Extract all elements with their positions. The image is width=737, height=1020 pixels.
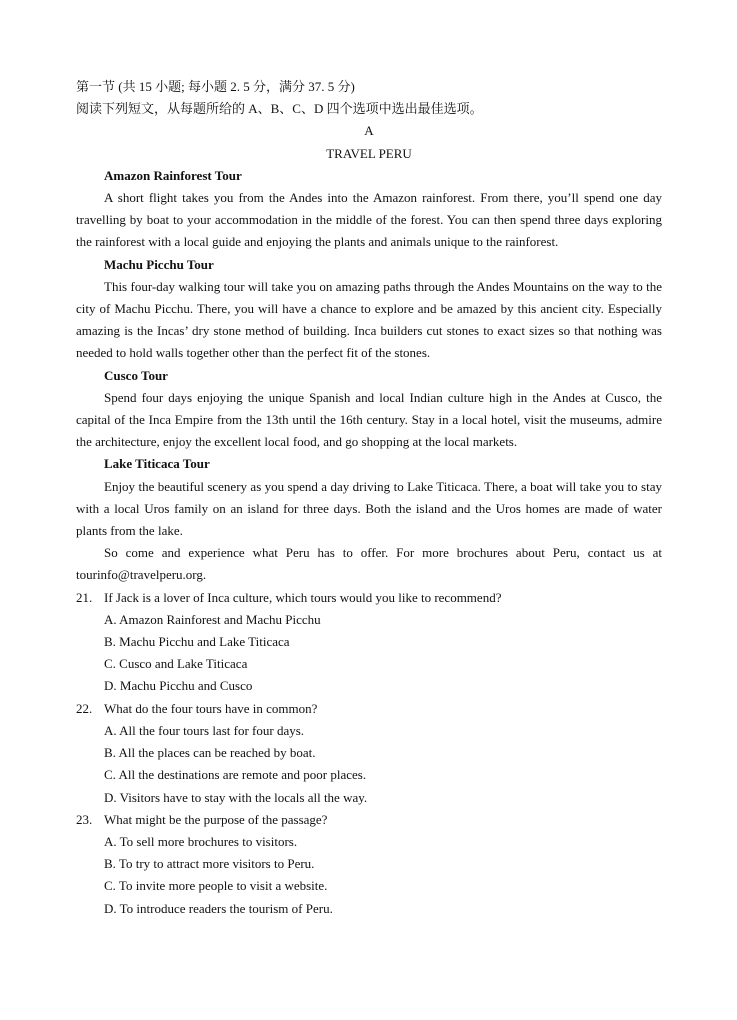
section-heading-machu-picchu: Machu Picchu Tour [104,256,214,272]
option-d: D. To introduce readers the tourism of Peru. [104,900,333,916]
option-c: C. All the destinations are remote and poor places. [104,767,367,783]
instruction-line: 阅读下列短文，从每题所给的 A、B、C、D 四个选项中选出最佳选项。 [76,101,483,117]
option-d: D. Machu Picchu and Cusco [104,678,253,694]
section-header: 第一节 (共 15 小题; 每小题 2. 5 分，满分 37. 5 分) [76,79,355,94]
question-number: 23. [76,811,93,827]
passage-label: A [364,123,374,139]
option-b: B. All the places can be reached by boat. [104,745,316,761]
section-text-cusco: Spend four days enjoying the unique Spanish and local Indian culture high in the Andes at Cusco, the capital of the Inca Empire from the 13th until the 16th century. Stay in a local hotel, visit the museums, admire the architecture, enjoy the excellent local food, and go shopping at the local markets. [76,389,662,450]
question-21 [76,587,662,698]
option-b: B. To try to attract more visitors to Peru. [104,856,315,872]
passage-title: TRAVEL PERU [326,145,412,161]
section-heading-cusco: Cusco Tour [104,367,168,383]
section-text-amazon: A short flight takes you from the Andes into the Amazon rainforest. From there, you’ll spend one day travelling by boat to your accommodation in the middle of the forest. You can then spend three days exploring the rainforest with a local guide and enjoying the plants and animals unique to the rainforest. [76,190,662,250]
question-number: 21. [76,589,93,605]
section-heading-amazon: Amazon Rainforest Tour [104,167,242,183]
question-text: If Jack is a lover of Inca culture, which tours would you like to recommend? [104,589,502,605]
section-text-titicaca: Enjoy the beautiful scenery as you spend a day driving to Lake Titicaca. There, a boat will take you to stay with a local Uros family on an island for three days. Both the island and the Uros homes are made of water plants from the lake. [76,478,662,539]
question-23 [76,809,662,920]
option-a: A. To sell more brochures to visitors. [104,833,298,849]
question-text: What do the four tours have in common? [104,700,318,716]
option-c: C. Cusco and Lake Titicaca [104,656,248,672]
option-c: C. To invite more people to visit a website. [104,878,328,894]
question-22 [76,698,662,809]
section-heading-titicaca: Lake Titicaca Tour [104,456,210,472]
section-text-machu-picchu: This four-day walking tour will take you on amazing paths through the Andes Mountains on the way to the city of Machu Picchu. There, you will have a chance to explore and be amazed by this ancient city. Especially amazing is the Incas’ dry stone method of building. Inca builders cut stones to exact sizes so that nothing was needed to hold walls together other than the perfect fit of the stones. [76,278,662,361]
passage-closing: So come and experience what Peru has to offer. For more brochures about Peru, contact us at tourinfo@travelperu.org. [76,545,662,583]
question-text: What might be the purpose of the passage? [104,811,328,827]
option-a: A. Amazon Rainforest and Machu Picchu [104,611,321,627]
question-number: 22. [76,700,93,716]
option-b: B. Machu Picchu and Lake Titicaca [104,634,290,650]
option-a: A. All the four tours last for four days. [104,722,305,738]
option-d: D. Visitors have to stay with the locals all the way. [104,789,368,805]
document-page [76,76,662,920]
